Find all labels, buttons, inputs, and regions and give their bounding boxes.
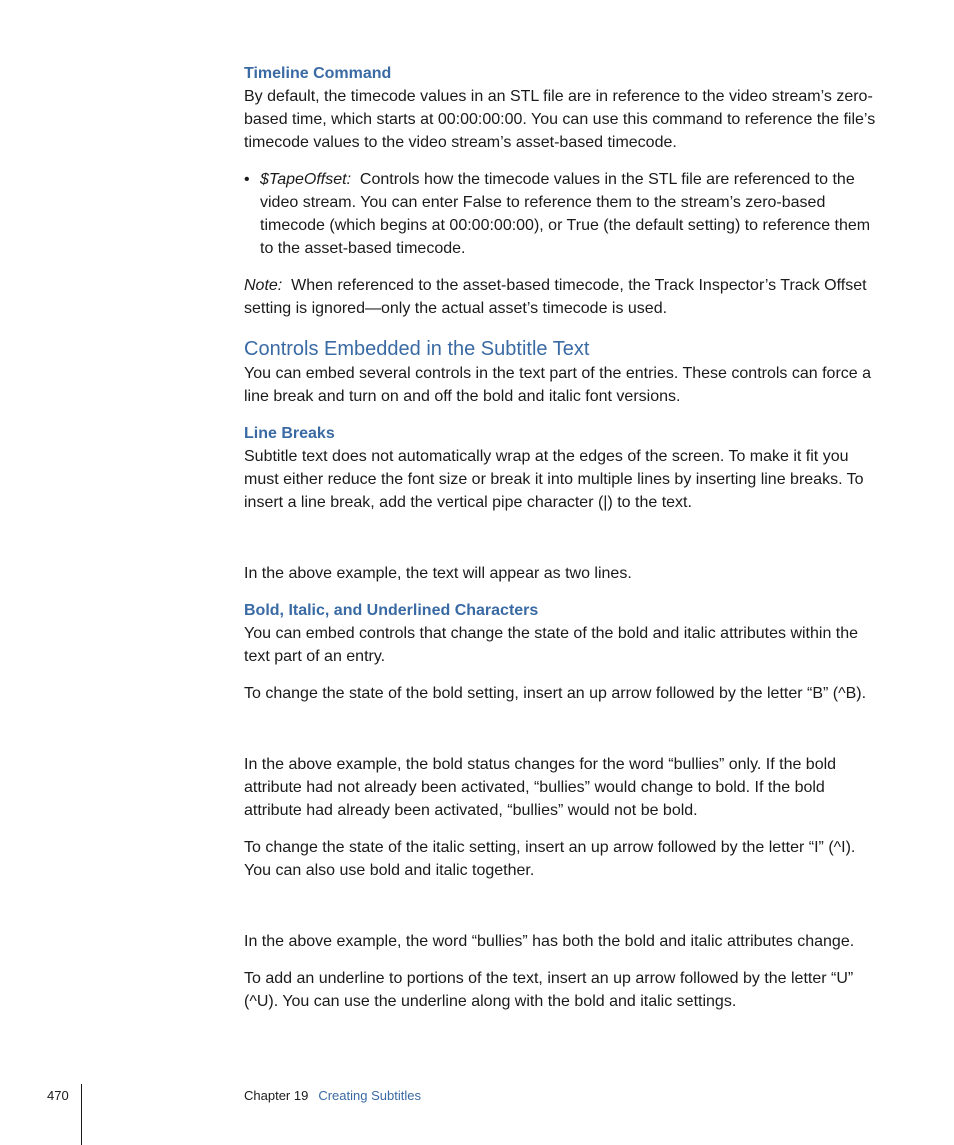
chapter-title-link[interactable]: Creating Subtitles [318, 1088, 421, 1103]
italic-example-note: In the above example, the word “bullies” has both the bold and italic attributes change. [244, 933, 855, 950]
bold-italic-heading: Bold, Italic, and Underlined Characters [244, 602, 539, 619]
italic-instruction: To change the state of the italic setting, insert an up arrow followed by the letter “I” (^I). You can also use bold and italic together. [244, 839, 856, 879]
bold-italic-intro: You can embed controls that change the state of the bold and italic attributes within the text part of an entry. [244, 625, 859, 665]
note-paragraph [244, 274, 878, 320]
controls-embedded-heading: Controls Embedded in the Subtitle Text [244, 338, 590, 360]
controls-embedded-body: You can embed several controls in the text part of the entries. These controls can force a line break and turn on and off the bold and italic font versions. [244, 365, 872, 405]
note-label: Note: [244, 277, 283, 294]
bold-instruction: To change the state of the bold setting, insert an up arrow followed by the letter “B” (^B). [244, 685, 867, 702]
bullet-term: $TapeOffset: [260, 171, 352, 188]
bold-example-note: In the above example, the bold status changes for the word “bullies” only. If the bold attribute had not already been activated, “bullies” would change to bold. If the bold attribute had already been activated, “bullies” would not be bold. [244, 756, 837, 819]
tapeoffset-bullet [244, 168, 878, 260]
bullet-dot-icon: • [244, 171, 250, 188]
page-number: 470 [47, 1088, 69, 1103]
line-breaks-body: Subtitle text does not automatically wrap at the edges of the screen. To make it fit you must either reduce the font size or break it into multiple lines by inserting line breaks. To insert a line break, add the vertical pipe character (|) to the text. [244, 448, 864, 511]
underline-instruction: To add an underline to portions of the text, insert an up arrow followed by the letter “U” (^U). You can use the underline along with the bold and italic settings. [244, 970, 854, 1010]
timeline-command-heading: Timeline Command [244, 65, 392, 82]
line-breaks-example-note: In the above example, the text will appear as two lines. [244, 565, 632, 582]
line-breaks-heading: Line Breaks [244, 425, 335, 442]
note-text: When referenced to the asset-based timecode, the Track Inspector’s Track Offset setting is ignored—only the actual asset’s timecode is used. [244, 277, 867, 317]
footer-chapter [244, 1087, 421, 1105]
chapter-label: Chapter 19 [244, 1088, 309, 1103]
page-content [244, 62, 878, 1013]
bullet-text: Controls how the timecode values in the STL file are referenced to the video stream. You can enter False to reference them to the stream’s zero-based timecode (which begins at 00:00:00:00), or True (the default setting) to reference them to the asset-based timecode. [260, 171, 871, 257]
timeline-command-body: By default, the timecode values in an STL file are in reference to the video stream’s zero-based time, which starts at 00:00:00:00. You can use this command to reference the file’s timecode values to the video stream’s asset-based timecode. [244, 88, 876, 151]
footer-divider [81, 1084, 82, 1145]
